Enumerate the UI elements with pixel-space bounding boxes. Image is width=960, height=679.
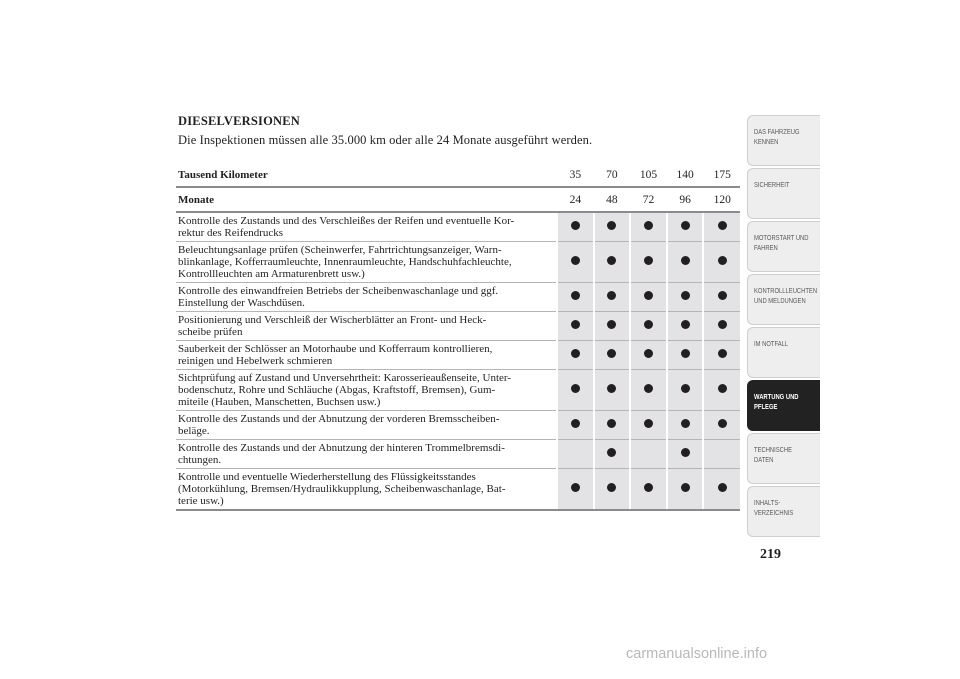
month-value: 48 (594, 187, 631, 212)
check-dot-icon (718, 419, 727, 428)
interval-cell (703, 469, 740, 511)
interval-cell (703, 212, 740, 242)
check-dot-icon (718, 349, 727, 358)
check-dot-icon (644, 320, 653, 329)
interval-cell (667, 341, 704, 370)
check-dot-icon (681, 320, 690, 329)
chapter-tab[interactable] (747, 327, 820, 378)
month-value: 96 (667, 187, 704, 212)
interval-cell (667, 440, 704, 469)
section-heading: DIESELVERSIONEN (178, 114, 301, 128)
table-row (176, 440, 740, 469)
table-row (176, 283, 740, 312)
month-value: 24 (557, 187, 594, 212)
check-item-label: Sichtprüfung auf Zustand und Unversehrtheit: Karosserieaußenseite, Unter- bodenschutz, Rohre und Schläuche (Abgas, Kraftstoff, Bremsen), Gum- miteile (Hauben, Manschetten, Buchsen usw.) (176, 370, 557, 411)
check-dot-icon (571, 256, 580, 265)
check-dot-icon (681, 483, 690, 492)
check-dot-icon (571, 419, 580, 428)
check-dot-icon (644, 419, 653, 428)
chapter-tab-label: KONTROLLLEUCHTEN UND MELDUNGEN (754, 286, 818, 305)
interval-cell (667, 469, 704, 511)
check-dot-icon (681, 349, 690, 358)
table-row (176, 212, 740, 242)
interval-cell (703, 411, 740, 440)
km-value: 105 (630, 163, 667, 187)
chapter-tab-label: TECHNISCHE DATEN (754, 445, 793, 464)
check-dot-icon (571, 320, 580, 329)
interval-cell (594, 370, 631, 411)
interval-cell (703, 283, 740, 312)
check-item-label: Beleuchtungsanlage prüfen (Scheinwerfer, Fahrtrichtungsanzeiger, Warn- blinkanlage, Kofferraumleuchte, Innenraumleuchte, Handschuhfachleuchte, Kontrollleuchten am Armaturenbrett usw.) (176, 242, 557, 283)
check-dot-icon (718, 384, 727, 393)
km-value: 35 (557, 163, 594, 187)
km-value: 175 (703, 163, 740, 187)
check-dot-icon (718, 291, 727, 300)
chapter-tab[interactable] (747, 274, 820, 325)
chapter-tab[interactable] (747, 380, 820, 431)
check-dot-icon (681, 419, 690, 428)
interval-cell (703, 242, 740, 283)
interval-cell (557, 242, 594, 283)
interval-cell (557, 312, 594, 341)
check-dot-icon (571, 291, 580, 300)
interval-cell (557, 411, 594, 440)
interval-cell (630, 341, 667, 370)
check-dot-icon (644, 256, 653, 265)
check-dot-icon (718, 483, 727, 492)
check-dot-icon (644, 291, 653, 300)
chapter-tab[interactable] (747, 115, 820, 166)
month-value: 72 (630, 187, 667, 212)
check-dot-icon (607, 483, 616, 492)
chapter-tab[interactable] (747, 221, 820, 272)
chapter-tab[interactable] (747, 433, 820, 484)
check-item-label: Kontrolle des Zustands und der Abnutzung der hinteren Trommelbremsdi- chtungen. (176, 440, 557, 469)
interval-cell (703, 312, 740, 341)
interval-cell (667, 242, 704, 283)
chapter-tab-label: DAS FAHRZEUG KENNEN (754, 127, 800, 146)
month-value: 120 (703, 187, 740, 212)
check-dot-icon (607, 448, 616, 457)
interval-cell (594, 411, 631, 440)
interval-cell (557, 212, 594, 242)
chapter-tab-label: SICHERHEIT (754, 180, 790, 189)
interval-cell (667, 283, 704, 312)
check-dot-icon (607, 349, 616, 358)
km-header-row (176, 163, 740, 187)
interval-cell (630, 242, 667, 283)
check-dot-icon (681, 291, 690, 300)
interval-cell (667, 370, 704, 411)
interval-cell (557, 341, 594, 370)
check-dot-icon (607, 291, 616, 300)
watermark-text: carmanualsonline.info (626, 646, 768, 662)
interval-cell (594, 341, 631, 370)
km-value: 70 (594, 163, 631, 187)
check-dot-icon (681, 384, 690, 393)
interval-cell (703, 440, 740, 469)
interval-cell (630, 283, 667, 312)
table-row (176, 341, 740, 370)
check-dot-icon (644, 483, 653, 492)
interval-cell (557, 370, 594, 411)
table-row (176, 242, 740, 283)
check-dot-icon (644, 221, 653, 230)
check-dot-icon (571, 349, 580, 358)
chapter-tab-label: INHALTS- VERZEICHNIS (754, 498, 794, 517)
check-dot-icon (607, 256, 616, 265)
interval-cell (630, 212, 667, 242)
check-dot-icon (607, 320, 616, 329)
interval-cell (667, 411, 704, 440)
check-dot-icon (644, 384, 653, 393)
chapter-tab-navigation (747, 115, 820, 539)
chapter-tab[interactable] (747, 168, 820, 219)
chapter-tab-label: WARTUNG UND PFLEGE (754, 392, 799, 411)
check-item-label: Sauberkeit der Schlösser an Motorhaube und Kofferraum kontrollieren, reinigen und Hebelwerk schmieren (176, 341, 557, 370)
check-item-label: Kontrolle des einwandfreien Betriebs der Scheibenwaschanlage und ggf. Einstellung der Waschdüsen. (176, 283, 557, 312)
check-dot-icon (681, 256, 690, 265)
km-value: 140 (667, 163, 704, 187)
check-dot-icon (718, 256, 727, 265)
interval-cell (667, 212, 704, 242)
interval-cell (594, 312, 631, 341)
interval-cell (630, 411, 667, 440)
check-dot-icon (571, 483, 580, 492)
check-dot-icon (571, 384, 580, 393)
check-dot-icon (718, 221, 727, 230)
intro-text: Die Inspektionen müssen alle 35.000 km oder alle 24 Monate ausgeführt werden. (178, 133, 593, 147)
check-dot-icon (681, 221, 690, 230)
page-number: 219 (760, 547, 781, 562)
chapter-tab-label: IM NOTFALL (754, 339, 789, 348)
interval-cell (594, 469, 631, 511)
interval-cell (557, 440, 594, 469)
check-dot-icon (681, 448, 690, 457)
check-item-label: Positionierung und Verschleiß der Wischerblätter an Front- und Heck- scheibe prüfen (176, 312, 557, 341)
interval-cell (630, 440, 667, 469)
months-header-label: Monate (176, 187, 557, 212)
interval-cell (594, 440, 631, 469)
table-row (176, 411, 740, 440)
interval-cell (630, 370, 667, 411)
interval-cell (703, 370, 740, 411)
check-item-label: Kontrolle des Zustands und der Abnutzung der vorderen Bremsscheiben- beläge. (176, 411, 557, 440)
months-header-row (176, 187, 740, 212)
interval-cell (557, 469, 594, 511)
interval-cell (630, 312, 667, 341)
chapter-tab-label: MOTORSTART UND FAHREN (754, 233, 809, 252)
check-dot-icon (571, 221, 580, 230)
chapter-tab[interactable] (747, 486, 820, 537)
interval-cell (594, 212, 631, 242)
table-row (176, 312, 740, 341)
km-header-label: Tausend Kilometer (176, 163, 557, 187)
interval-cell (594, 242, 631, 283)
interval-cell (630, 469, 667, 511)
maintenance-schedule-table (176, 163, 740, 511)
check-dot-icon (718, 320, 727, 329)
check-dot-icon (607, 221, 616, 230)
check-item-label: Kontrolle und eventuelle Wiederherstellung des Flüssigkeitsstandes (Motorkühlung, Bremsen/Hydraulikkupplung, Scheibenwaschanlage, Bat- terie usw.) (176, 469, 557, 511)
interval-cell (667, 312, 704, 341)
check-dot-icon (644, 349, 653, 358)
interval-cell (594, 283, 631, 312)
interval-cell (557, 283, 594, 312)
interval-cell (703, 341, 740, 370)
table-row (176, 370, 740, 411)
check-item-label: Kontrolle des Zustands und des Verschleißes der Reifen und eventuelle Kor- rektur des Reifendrucks (176, 212, 557, 242)
check-dot-icon (607, 419, 616, 428)
table-row (176, 469, 740, 511)
check-dot-icon (607, 384, 616, 393)
